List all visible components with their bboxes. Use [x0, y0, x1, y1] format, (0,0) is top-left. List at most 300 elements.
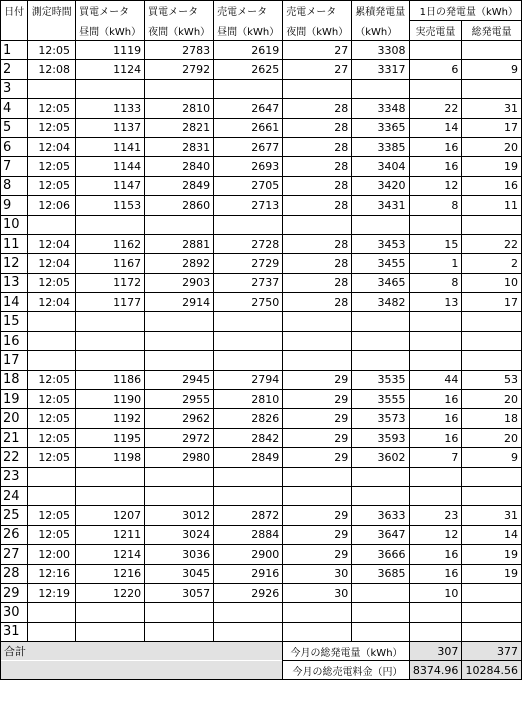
buy-day-cell: 1186 — [76, 370, 145, 389]
actual-sold-cell: 12 — [409, 525, 462, 544]
buy-day-cell: 1137 — [76, 118, 145, 137]
header-row-1 — [1, 1, 522, 21]
header-buy-night-unit: 夜間（kWh） — [145, 21, 214, 41]
header-total-generation: 総発電量 — [462, 21, 522, 41]
sell-day-cell — [214, 312, 283, 331]
table-row — [1, 467, 522, 486]
buy-night-cell: 2892 — [145, 254, 214, 273]
total-generation-cell — [462, 583, 522, 602]
sell-night-cell: 29 — [283, 506, 352, 525]
cumulative-cell: 3348 — [352, 99, 409, 118]
table-row — [1, 428, 522, 447]
actual-sold-cell — [409, 486, 462, 505]
total-generation-cell: 53 — [462, 370, 522, 389]
sell-night-cell — [283, 215, 352, 234]
actual-sold-cell: 22 — [409, 99, 462, 118]
sell-night-cell: 29 — [283, 390, 352, 409]
table-row — [1, 273, 522, 292]
actual-sold-cell — [409, 351, 462, 370]
buy-night-cell: 3045 — [145, 564, 214, 583]
sell-day-cell: 2849 — [214, 448, 283, 467]
day-cell: 14 — [1, 293, 28, 312]
cumulative-cell: 3431 — [352, 196, 409, 215]
sell-night-cell — [283, 486, 352, 505]
actual-sold-cell — [409, 79, 462, 98]
table-row — [1, 564, 522, 583]
time-cell: 12:19 — [28, 583, 76, 602]
actual-sold-cell — [409, 215, 462, 234]
total-generation-cell: 17 — [462, 118, 522, 137]
day-cell: 12 — [1, 254, 28, 273]
sell-night-cell: 28 — [283, 176, 352, 195]
table-row — [1, 370, 522, 389]
buy-night-cell: 2783 — [145, 41, 214, 60]
total-generation-cell: 18 — [462, 409, 522, 428]
sell-day-cell: 2661 — [214, 118, 283, 137]
total-generation-cell — [462, 215, 522, 234]
time-cell — [28, 622, 76, 641]
cumulative-cell — [352, 79, 409, 98]
buy-night-cell: 2821 — [145, 118, 214, 137]
buy-night-cell: 2962 — [145, 409, 214, 428]
generation-total: 377 — [462, 642, 522, 661]
table-row — [1, 351, 522, 370]
buy-day-cell: 1141 — [76, 137, 145, 156]
buy-night-cell — [145, 79, 214, 98]
time-cell: 12:05 — [28, 525, 76, 544]
time-cell: 12:06 — [28, 196, 76, 215]
day-cell: 17 — [1, 351, 28, 370]
total-generation-cell: 2 — [462, 254, 522, 273]
table-row — [1, 312, 522, 331]
time-cell — [28, 351, 76, 370]
time-cell — [28, 215, 76, 234]
actual-sold-cell — [409, 467, 462, 486]
total-generation-cell: 22 — [462, 234, 522, 253]
buy-night-cell — [145, 622, 214, 641]
total-generation-cell: 19 — [462, 564, 522, 583]
cumulative-cell: 3633 — [352, 506, 409, 525]
header-daily-generation: 1日の発電量（kWh） — [409, 1, 521, 21]
buy-day-cell: 1162 — [76, 234, 145, 253]
sell-night-cell: 28 — [283, 137, 352, 156]
sell-day-cell: 2705 — [214, 176, 283, 195]
total-generation-cell: 19 — [462, 545, 522, 564]
header-day-sub — [1, 21, 28, 41]
buy-night-cell: 2860 — [145, 196, 214, 215]
sell-night-cell — [283, 622, 352, 641]
sell-night-cell: 28 — [283, 99, 352, 118]
time-cell — [28, 312, 76, 331]
day-cell: 1 — [1, 41, 28, 60]
time-cell: 12:05 — [28, 118, 76, 137]
sell-night-cell: 28 — [283, 293, 352, 312]
day-cell: 30 — [1, 603, 28, 622]
sell-night-cell — [283, 79, 352, 98]
actual-sold-cell: 16 — [409, 545, 462, 564]
buy-night-cell — [145, 215, 214, 234]
sell-night-cell — [283, 603, 352, 622]
sell-day-cell: 2884 — [214, 525, 283, 544]
buy-day-cell: 1147 — [76, 176, 145, 195]
time-cell: 12:00 — [28, 545, 76, 564]
buy-night-cell — [145, 486, 214, 505]
header-day: 日付 — [1, 1, 28, 21]
cumulative-cell: 3308 — [352, 41, 409, 60]
buy-night-cell: 3024 — [145, 525, 214, 544]
actual-sold-cell — [409, 331, 462, 350]
sell-night-cell — [283, 312, 352, 331]
generation-label: 今月の総発電量（kWh） — [283, 642, 409, 661]
cumulative-cell: 3535 — [352, 370, 409, 389]
actual-sold-cell: 16 — [409, 428, 462, 447]
time-cell: 12:05 — [28, 506, 76, 525]
day-cell: 4 — [1, 99, 28, 118]
cumulative-cell: 3455 — [352, 254, 409, 273]
time-cell: 12:05 — [28, 176, 76, 195]
header-actual-sold: 実売電量 — [409, 21, 462, 41]
buy-night-cell: 2980 — [145, 448, 214, 467]
total-label-filler — [1, 661, 283, 680]
sell-night-cell: 30 — [283, 583, 352, 602]
time-cell: 12:05 — [28, 448, 76, 467]
sell-day-cell — [214, 603, 283, 622]
buy-night-cell: 3036 — [145, 545, 214, 564]
actual-sold-cell — [409, 603, 462, 622]
header-cumulative: 累積発電量 — [352, 1, 409, 21]
day-cell: 25 — [1, 506, 28, 525]
buy-day-cell — [76, 331, 145, 350]
sell-night-cell: 28 — [283, 234, 352, 253]
buy-day-cell — [76, 486, 145, 505]
buy-night-cell — [145, 603, 214, 622]
cumulative-cell — [352, 331, 409, 350]
actual-sold-cell: 44 — [409, 370, 462, 389]
sell-night-cell: 29 — [283, 448, 352, 467]
cumulative-cell — [352, 215, 409, 234]
actual-sold-cell: 6 — [409, 60, 462, 79]
buy-day-cell — [76, 622, 145, 641]
header-buy-meter-night: 買電メータ — [145, 1, 214, 21]
cumulative-cell: 3685 — [352, 564, 409, 583]
table-row — [1, 157, 522, 176]
day-cell: 31 — [1, 622, 28, 641]
time-cell: 12:05 — [28, 41, 76, 60]
sell-day-cell — [214, 486, 283, 505]
header-buy-meter-day: 買電メータ — [76, 1, 145, 21]
actual-sold-cell: 8 — [409, 273, 462, 292]
total-generation-cell — [462, 467, 522, 486]
time-cell: 12:16 — [28, 564, 76, 583]
actual-sold-cell: 16 — [409, 390, 462, 409]
buy-night-cell: 2881 — [145, 234, 214, 253]
day-cell: 6 — [1, 137, 28, 156]
sell-day-cell: 2872 — [214, 506, 283, 525]
sell-night-cell: 30 — [283, 564, 352, 583]
time-cell: 12:05 — [28, 99, 76, 118]
cumulative-cell — [352, 622, 409, 641]
total-generation-cell: 31 — [462, 506, 522, 525]
table-row — [1, 176, 522, 195]
actual-sold-cell — [409, 312, 462, 331]
actual-sold-cell: 12 — [409, 176, 462, 195]
total-generation-cell: 20 — [462, 390, 522, 409]
sell-night-cell — [283, 331, 352, 350]
buy-day-cell: 1192 — [76, 409, 145, 428]
sell-day-cell: 2737 — [214, 273, 283, 292]
time-cell — [28, 79, 76, 98]
sell-day-cell: 2647 — [214, 99, 283, 118]
buy-night-cell — [145, 331, 214, 350]
table-row — [1, 196, 522, 215]
sell-night-cell — [283, 351, 352, 370]
total-generation-cell: 14 — [462, 525, 522, 544]
buy-day-cell: 1144 — [76, 157, 145, 176]
buy-day-cell — [76, 603, 145, 622]
sell-day-cell: 2619 — [214, 41, 283, 60]
total-generation-cell — [462, 312, 522, 331]
actual-sold-cell — [409, 41, 462, 60]
day-cell: 22 — [1, 448, 28, 467]
table-row — [1, 234, 522, 253]
day-cell: 24 — [1, 486, 28, 505]
time-cell: 12:04 — [28, 137, 76, 156]
time-cell — [28, 603, 76, 622]
table-row — [1, 486, 522, 505]
buy-day-cell: 1220 — [76, 583, 145, 602]
buy-night-cell: 2792 — [145, 60, 214, 79]
cumulative-cell: 3573 — [352, 409, 409, 428]
day-cell: 8 — [1, 176, 28, 195]
sell-night-cell: 28 — [283, 196, 352, 215]
buy-night-cell: 2849 — [145, 176, 214, 195]
day-cell: 28 — [1, 564, 28, 583]
sell-night-cell: 27 — [283, 41, 352, 60]
day-cell: 16 — [1, 331, 28, 350]
cumulative-cell: 3602 — [352, 448, 409, 467]
buy-night-cell: 2831 — [145, 137, 214, 156]
sell-day-cell: 2926 — [214, 583, 283, 602]
sell-day-cell: 2677 — [214, 137, 283, 156]
buy-day-cell — [76, 312, 145, 331]
sell-day-cell: 2900 — [214, 545, 283, 564]
day-cell: 26 — [1, 525, 28, 544]
actual-sold-cell: 13 — [409, 293, 462, 312]
day-cell: 5 — [1, 118, 28, 137]
cumulative-cell — [352, 467, 409, 486]
actual-sold-cell: 16 — [409, 137, 462, 156]
actual-sold-cell: 16 — [409, 157, 462, 176]
revenue-label: 今月の総売電料金（円） — [283, 661, 409, 680]
actual-sold-cell: 8 — [409, 196, 462, 215]
cumulative-cell: 3647 — [352, 525, 409, 544]
total-generation-cell — [462, 351, 522, 370]
sell-day-cell: 2794 — [214, 370, 283, 389]
sell-day-cell: 2693 — [214, 157, 283, 176]
buy-day-cell: 1211 — [76, 525, 145, 544]
table-row — [1, 583, 522, 602]
total-label: 合計 — [1, 642, 283, 661]
day-cell: 21 — [1, 428, 28, 447]
sell-day-cell: 2842 — [214, 428, 283, 447]
actual-sold-cell: 10 — [409, 583, 462, 602]
table-row — [1, 41, 522, 60]
time-cell: 12:05 — [28, 157, 76, 176]
day-cell: 7 — [1, 157, 28, 176]
sell-day-cell — [214, 467, 283, 486]
time-cell: 12:08 — [28, 60, 76, 79]
header-row-2 — [1, 21, 522, 41]
total-generation-cell — [462, 486, 522, 505]
cumulative-cell: 3317 — [352, 60, 409, 79]
buy-day-cell: 1124 — [76, 60, 145, 79]
buy-day-cell — [76, 79, 145, 98]
sell-night-cell: 29 — [283, 525, 352, 544]
header-sell-meter-day: 売電メータ — [214, 1, 283, 21]
total-generation-cell — [462, 79, 522, 98]
day-cell: 9 — [1, 196, 28, 215]
sell-night-cell: 28 — [283, 254, 352, 273]
total-generation-cell: 20 — [462, 428, 522, 447]
table-row — [1, 215, 522, 234]
total-generation-cell: 17 — [462, 293, 522, 312]
time-cell: 12:05 — [28, 370, 76, 389]
sell-day-cell: 2810 — [214, 390, 283, 409]
time-cell: 12:05 — [28, 428, 76, 447]
sell-day-cell — [214, 79, 283, 98]
total-generation-cell: 19 — [462, 157, 522, 176]
total-generation-cell — [462, 603, 522, 622]
buy-night-cell: 2945 — [145, 370, 214, 389]
buy-night-cell — [145, 467, 214, 486]
table-row — [1, 506, 522, 525]
summary-row-revenue — [1, 661, 522, 680]
sell-day-cell — [214, 622, 283, 641]
sell-night-cell: 28 — [283, 118, 352, 137]
buy-night-cell: 3057 — [145, 583, 214, 602]
day-cell: 27 — [1, 545, 28, 564]
cumulative-cell — [352, 603, 409, 622]
total-generation-cell: 16 — [462, 176, 522, 195]
buy-night-cell: 3012 — [145, 506, 214, 525]
buy-day-cell: 1172 — [76, 273, 145, 292]
buy-night-cell: 2810 — [145, 99, 214, 118]
sell-day-cell: 2826 — [214, 409, 283, 428]
time-cell: 12:04 — [28, 234, 76, 253]
sell-day-cell: 2729 — [214, 254, 283, 273]
time-cell: 12:05 — [28, 273, 76, 292]
time-cell: 12:05 — [28, 409, 76, 428]
sell-night-cell: 27 — [283, 60, 352, 79]
header-cumulative-unit: （kWh） — [352, 21, 409, 41]
header-sell-night-unit: 夜間（kWh） — [283, 21, 352, 41]
total-generation-cell: 9 — [462, 448, 522, 467]
actual-sold-cell: 15 — [409, 234, 462, 253]
sell-day-cell: 2916 — [214, 564, 283, 583]
sell-night-cell: 29 — [283, 428, 352, 447]
day-cell: 3 — [1, 79, 28, 98]
buy-day-cell: 1190 — [76, 390, 145, 409]
time-cell — [28, 331, 76, 350]
header-buy-day-unit: 昼間（kWh） — [76, 21, 145, 41]
sell-night-cell: 28 — [283, 273, 352, 292]
total-generation-cell — [462, 331, 522, 350]
total-generation-cell: 11 — [462, 196, 522, 215]
time-cell — [28, 467, 76, 486]
day-cell: 29 — [1, 583, 28, 602]
buy-day-cell — [76, 351, 145, 370]
buy-day-cell: 1153 — [76, 196, 145, 215]
summary-row-generation — [1, 642, 522, 661]
table-row — [1, 603, 522, 622]
buy-day-cell — [76, 215, 145, 234]
sell-day-cell — [214, 351, 283, 370]
day-cell: 15 — [1, 312, 28, 331]
day-cell: 13 — [1, 273, 28, 292]
buy-night-cell — [145, 312, 214, 331]
cumulative-cell: 3465 — [352, 273, 409, 292]
sell-night-cell: 29 — [283, 409, 352, 428]
cumulative-cell: 3482 — [352, 293, 409, 312]
day-cell: 2 — [1, 60, 28, 79]
table-row — [1, 79, 522, 98]
header-sell-meter-night: 売電メータ — [283, 1, 352, 21]
table-row — [1, 448, 522, 467]
buy-night-cell: 2972 — [145, 428, 214, 447]
table-row — [1, 622, 522, 641]
actual-sold-cell: 16 — [409, 409, 462, 428]
day-cell: 19 — [1, 390, 28, 409]
buy-day-cell: 1214 — [76, 545, 145, 564]
buy-day-cell: 1167 — [76, 254, 145, 273]
sell-day-cell: 2728 — [214, 234, 283, 253]
buy-day-cell: 1216 — [76, 564, 145, 583]
cumulative-cell: 3404 — [352, 157, 409, 176]
buy-day-cell: 1207 — [76, 506, 145, 525]
actual-sold-cell: 14 — [409, 118, 462, 137]
buy-day-cell: 1119 — [76, 41, 145, 60]
header-time: 測定時間 — [28, 1, 76, 21]
cumulative-cell: 3555 — [352, 390, 409, 409]
time-cell: 12:04 — [28, 293, 76, 312]
table-row — [1, 60, 522, 79]
sell-night-cell: 28 — [283, 157, 352, 176]
buy-day-cell: 1177 — [76, 293, 145, 312]
table-row — [1, 331, 522, 350]
sell-night-cell: 29 — [283, 545, 352, 564]
cumulative-cell — [352, 583, 409, 602]
buy-day-cell: 1198 — [76, 448, 145, 467]
table-row — [1, 137, 522, 156]
cumulative-cell: 3453 — [352, 234, 409, 253]
buy-day-cell: 1133 — [76, 99, 145, 118]
sell-day-cell — [214, 215, 283, 234]
actual-sold-cell: 1 — [409, 254, 462, 273]
table-row — [1, 390, 522, 409]
total-generation-cell — [462, 622, 522, 641]
buy-night-cell: 2955 — [145, 390, 214, 409]
cumulative-cell — [352, 486, 409, 505]
time-cell — [28, 486, 76, 505]
generation-actual: 307 — [409, 642, 462, 661]
table-row — [1, 545, 522, 564]
actual-sold-cell: 7 — [409, 448, 462, 467]
day-cell: 11 — [1, 234, 28, 253]
sell-day-cell: 2625 — [214, 60, 283, 79]
header-time-sub — [28, 21, 76, 41]
sell-night-cell: 29 — [283, 370, 352, 389]
cumulative-cell: 3385 — [352, 137, 409, 156]
